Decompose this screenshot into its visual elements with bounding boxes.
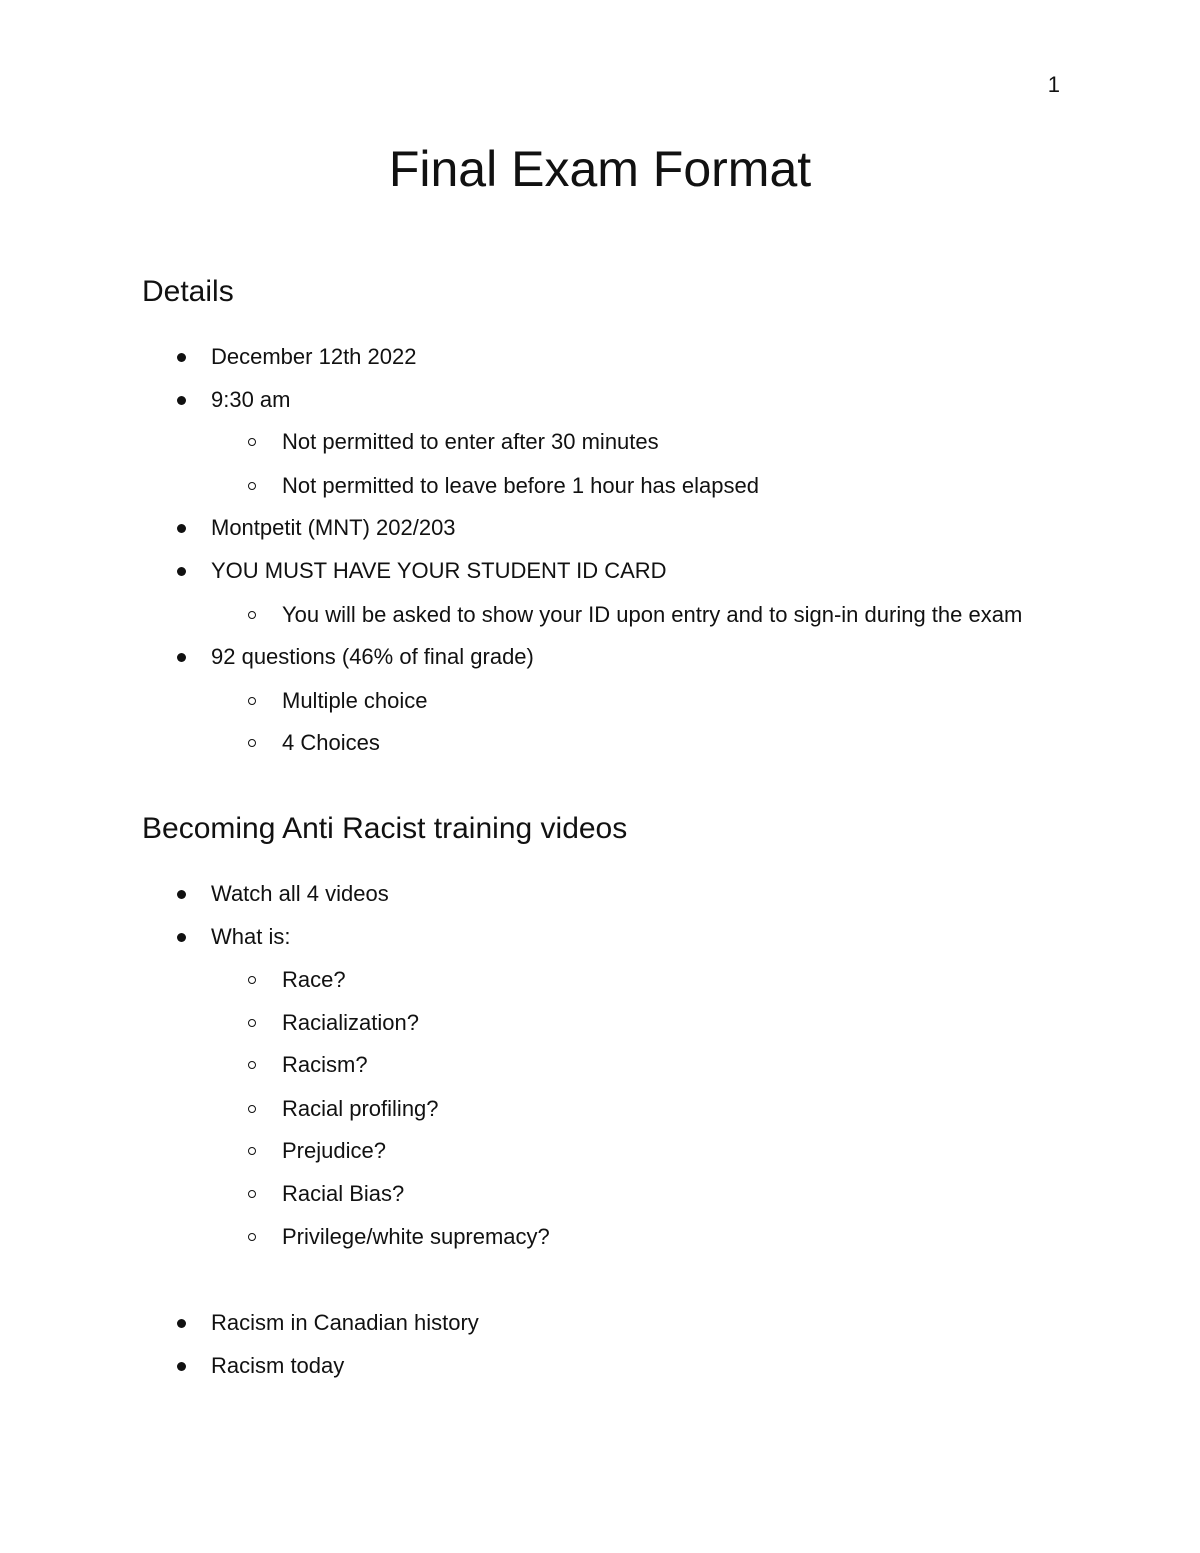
hollow-bullet-icon	[248, 1105, 256, 1113]
sub-list-item	[282, 1094, 439, 1124]
sub-list-item	[282, 1222, 550, 1252]
list-item-text: Racism?	[282, 1052, 368, 1077]
bullet-icon	[177, 933, 186, 942]
list-item	[211, 642, 534, 672]
sub-list-item	[282, 728, 380, 758]
list-item-text: Not permitted to enter after 30 minutes	[282, 429, 659, 454]
list-item-text: Racialization?	[282, 1010, 419, 1035]
sub-list-item	[282, 1050, 368, 1080]
sub-list-item	[282, 686, 428, 716]
page-number: 1	[1047, 72, 1060, 97]
hollow-bullet-icon	[248, 611, 256, 619]
list-item-text: Multiple choice	[282, 688, 428, 713]
list-item-text: Not permitted to leave before 1 hour has elapsed	[282, 473, 759, 498]
bullet-icon	[177, 567, 186, 576]
list-item	[211, 556, 667, 586]
bullet-icon	[177, 524, 186, 533]
hollow-bullet-icon	[248, 1061, 256, 1069]
sub-list-item	[282, 427, 659, 457]
hollow-bullet-icon	[248, 976, 256, 984]
hollow-bullet-icon	[248, 1019, 256, 1027]
list-item-text: Racism in Canadian history	[211, 1310, 479, 1335]
hollow-bullet-icon	[248, 1147, 256, 1155]
list-item	[211, 1351, 344, 1381]
list-item-text: Racism today	[211, 1353, 345, 1378]
section-heading-details: Details	[142, 275, 234, 308]
hollow-bullet-icon	[248, 438, 256, 446]
section-heading-training-videos: Becoming Anti Racist training videos	[142, 812, 628, 845]
bullet-icon	[177, 653, 186, 662]
list-item-text: Race?	[282, 967, 346, 992]
hollow-bullet-icon	[248, 482, 256, 490]
bullet-icon	[177, 353, 186, 362]
sub-list-item	[282, 471, 759, 501]
list-item	[211, 879, 389, 909]
list-item-text: 9:30 am	[211, 387, 291, 412]
list-item-text: December 12th 2022	[211, 344, 417, 369]
list-item-text: Prejudice?	[282, 1138, 386, 1163]
list-item	[211, 342, 416, 372]
list-item-text: Montpetit (MNT) 202/203	[211, 515, 456, 540]
list-item-text: YOU MUST HAVE YOUR STUDENT ID CARD	[211, 558, 667, 583]
bullet-icon	[177, 1362, 186, 1371]
list-item-text: Privilege/white supremacy?	[282, 1224, 550, 1249]
hollow-bullet-icon	[248, 1190, 256, 1198]
bullet-icon	[177, 396, 186, 405]
sub-list-item	[282, 965, 346, 995]
list-item-text: Racial profiling?	[282, 1096, 439, 1121]
list-item-text: 92 questions (46% of final grade)	[211, 644, 534, 669]
bullet-icon	[177, 1319, 186, 1328]
sub-list-item	[282, 1179, 404, 1209]
sub-list-item	[282, 1136, 386, 1166]
list-item-text: What is:	[211, 924, 291, 949]
list-item-text: 4 Choices	[282, 730, 380, 755]
list-item	[211, 1308, 479, 1338]
list-item	[211, 922, 290, 952]
hollow-bullet-icon	[248, 1233, 256, 1241]
bullet-icon	[177, 890, 186, 899]
sub-list-item	[282, 600, 1022, 630]
list-item	[211, 385, 291, 415]
list-item-text: You will be asked to show your ID upon entry and to sign-in during the exam	[282, 602, 1023, 627]
hollow-bullet-icon	[248, 739, 256, 747]
page-title: Final Exam Format	[388, 141, 812, 197]
hollow-bullet-icon	[248, 697, 256, 705]
list-item-text: Watch all 4 videos	[211, 881, 389, 906]
sub-list-item	[282, 1008, 419, 1038]
list-item-text: Racial Bias?	[282, 1181, 405, 1206]
list-item	[211, 513, 456, 543]
